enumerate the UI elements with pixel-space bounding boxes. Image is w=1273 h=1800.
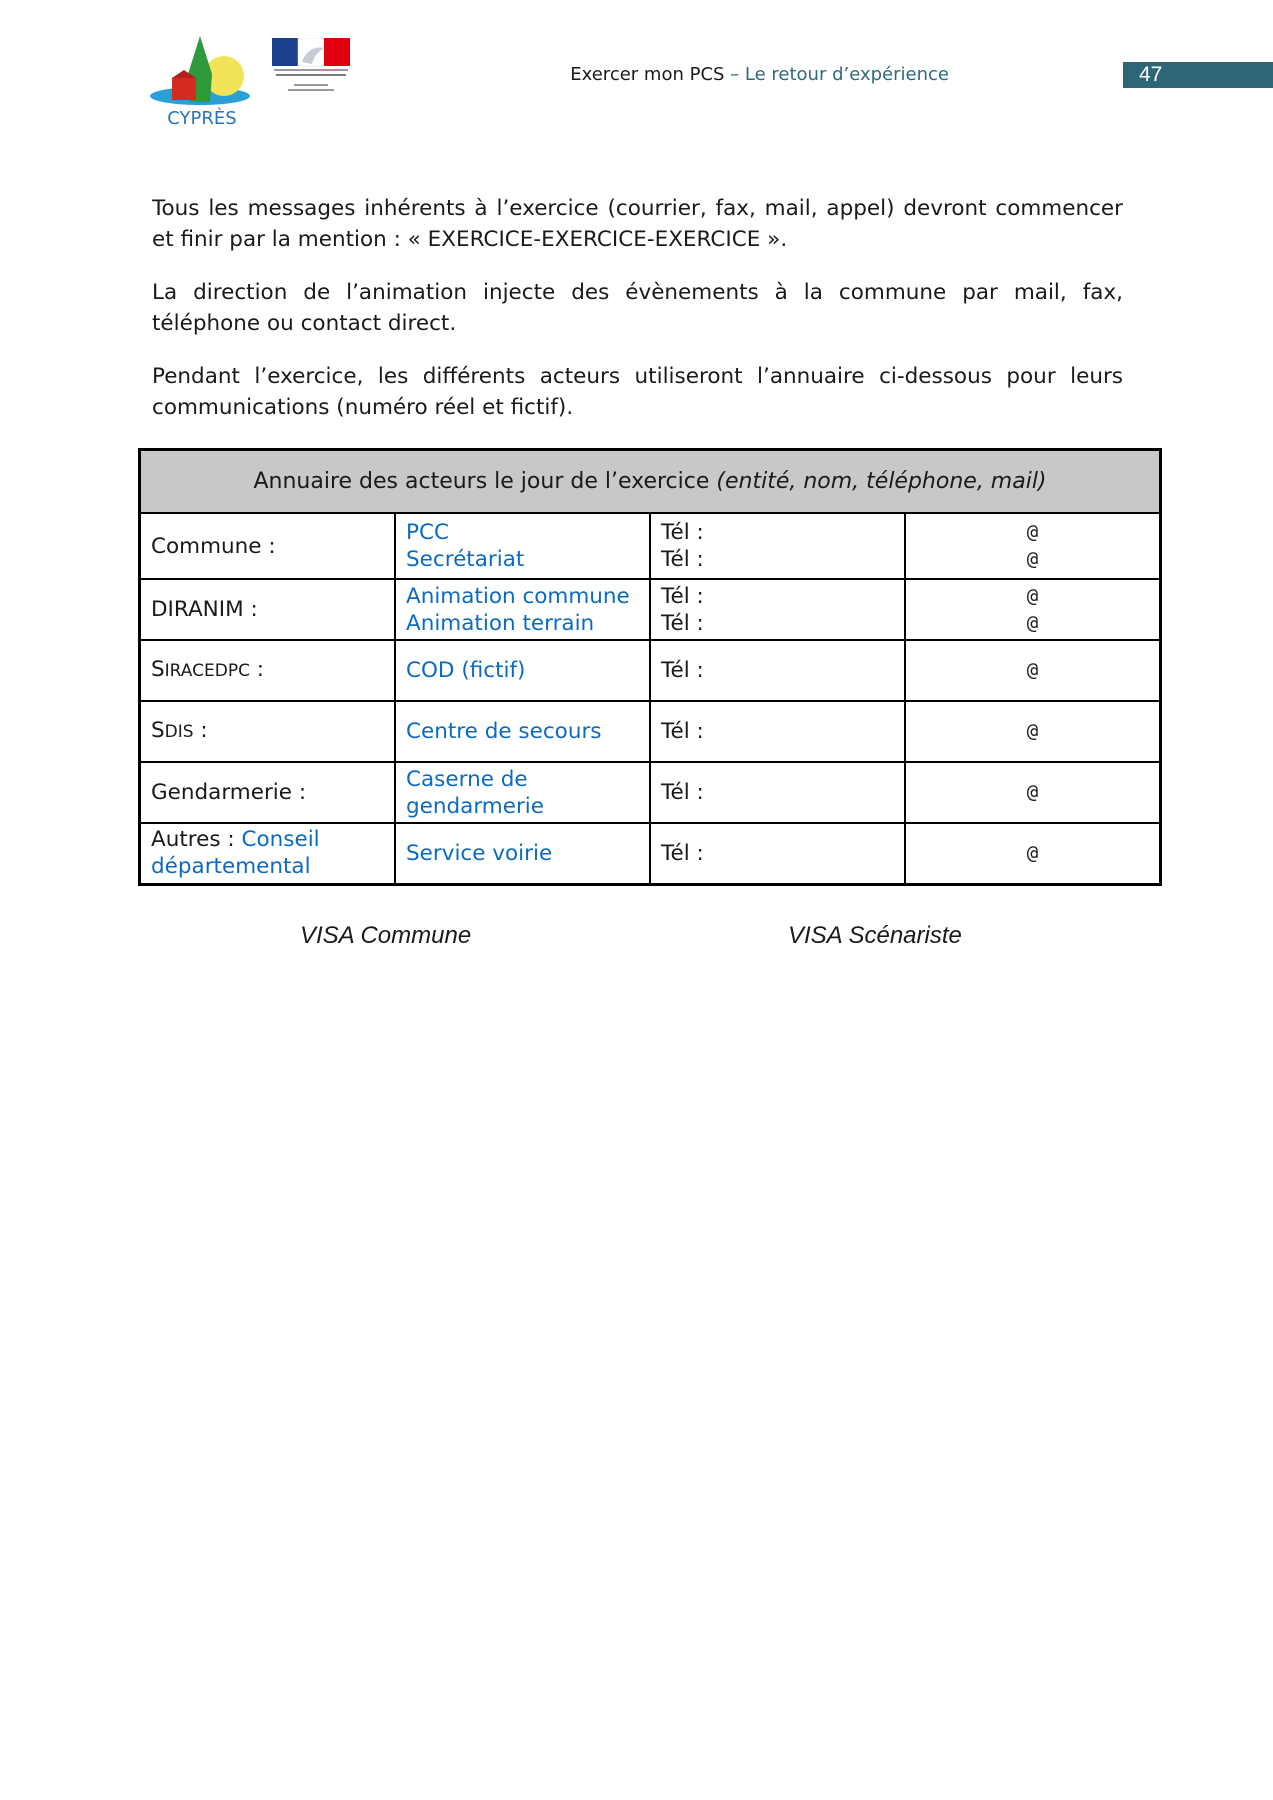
table-title: Annuaire des acteurs le jour de l’exercice (entité, nom, téléphone, mail)	[140, 450, 1161, 514]
entity-cell: DIRANIM :	[140, 579, 396, 640]
visa-scenariste: VISA Scénariste	[788, 922, 962, 949]
tel-cell: Tél :	[650, 640, 905, 701]
page-number: 47	[1139, 63, 1163, 86]
header-title-part1: Exercer mon PCS	[570, 64, 725, 85]
table-row	[140, 579, 1161, 640]
page-header-title	[570, 64, 949, 85]
paragraph-messages: Tous les messages inhérents à l’exercice (courrier, fax, mail, appel) devront commencer et finir par la mention : « EXERCICE-EXERCICE-EXERCICE ».	[152, 196, 1123, 252]
mail-cell: @ @	[905, 513, 1161, 579]
body-text	[152, 193, 1123, 445]
page-number-tab	[1123, 62, 1273, 88]
header-title-part2: Le retour d’expérience	[744, 64, 949, 85]
tel-cell: Tél : Tél :	[650, 513, 905, 579]
table-row	[140, 823, 1161, 884]
name-cell: Service voirie	[395, 823, 650, 884]
visa-commune: VISA Commune	[300, 922, 472, 949]
name-cell: Centre de secours	[395, 701, 650, 762]
cypres-logo-text: CYPRÈS	[167, 108, 237, 129]
mail-cell: @	[905, 823, 1161, 884]
entity-cell: SDIS :	[140, 701, 396, 762]
entity-cell: SIRACEDPC :	[140, 640, 396, 701]
name-cell: Caserne de gendarmerie	[395, 762, 650, 823]
tel-cell: Tél :	[650, 762, 905, 823]
cypres-logo	[150, 34, 262, 130]
name-cell: Animation commune Animation terrain	[395, 579, 650, 640]
tel-cell: Tél :	[650, 701, 905, 762]
table-row	[140, 762, 1161, 823]
name-cell: COD (fictif)	[395, 640, 650, 701]
entity-cell: Commune :	[140, 513, 396, 579]
paragraph-annuaire: Pendant l’exercice, les différents acteurs utiliseront l’annuaire ci-dessous pour leurs communications (numéro réel et fictif).	[152, 364, 1123, 420]
table-row	[140, 513, 1161, 579]
annuaire-table	[138, 448, 1162, 886]
table-row	[140, 701, 1161, 762]
mail-cell: @	[905, 762, 1161, 823]
mail-cell: @	[905, 640, 1161, 701]
name-cell: PCC Secrétariat	[395, 513, 650, 579]
tel-cell: Tél :	[650, 823, 905, 884]
table-row	[140, 640, 1161, 701]
entity-cell: Autres : Conseil départemental	[140, 823, 396, 884]
mail-cell: @	[905, 701, 1161, 762]
paragraph-direction: La direction de l’animation injecte des évènements à la commune par mail, fax, téléphone ou contact direct.	[152, 280, 1123, 336]
tel-cell: Tél : Tél :	[650, 579, 905, 640]
table-title-italic: (entité, nom, téléphone, mail)	[716, 469, 1047, 494]
republique-francaise-logo	[272, 38, 354, 108]
entity-cell: Gendarmerie :	[140, 762, 396, 823]
header-separator: –	[724, 64, 745, 85]
mail-cell: @ @	[905, 579, 1161, 640]
